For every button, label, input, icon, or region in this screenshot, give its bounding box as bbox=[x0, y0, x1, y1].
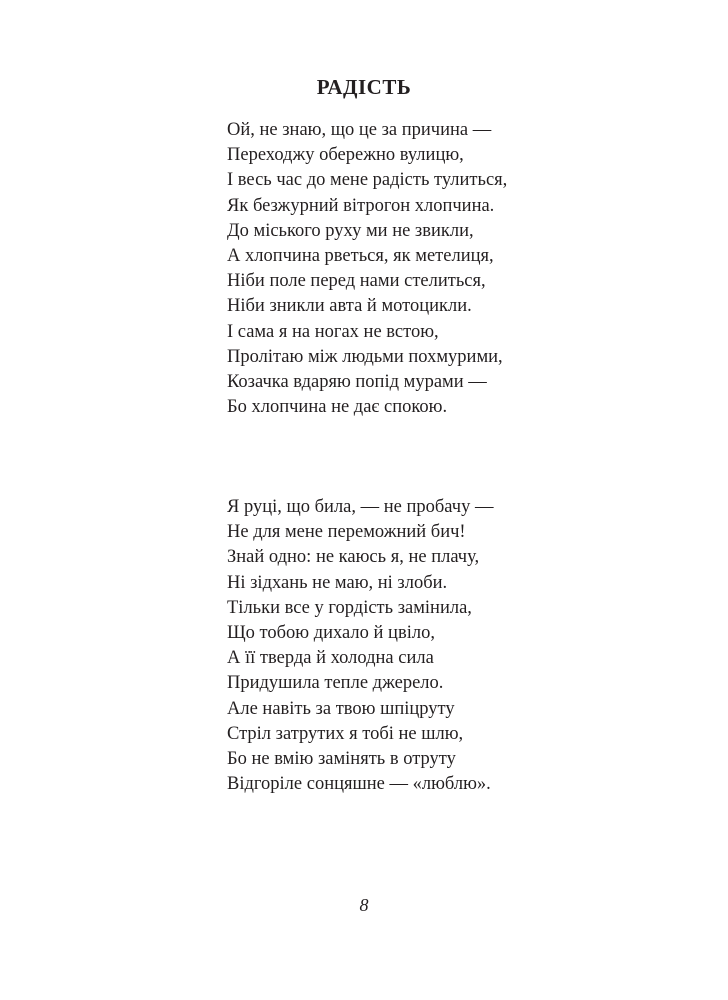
poem-line: Тільки все у гордість замінила, bbox=[227, 597, 472, 618]
poem-line: І весь час до мене радість тулиться, bbox=[227, 170, 508, 191]
stanza-2 bbox=[227, 495, 493, 797]
poem-line: Бо хлопчина не дає спокою. bbox=[227, 397, 448, 418]
poem-line: Не для мене переможний бич! bbox=[227, 522, 466, 543]
poem-line: До міського руху ми не звикли, bbox=[227, 220, 474, 241]
poem-line: А її тверда й холодна сила bbox=[227, 648, 434, 669]
poem-line: Ой, не знаю, що це за причина — bbox=[227, 120, 492, 140]
poem-line: Козачка вдаряю попід мурами — bbox=[227, 372, 487, 393]
poem-line: Знай одно: не каюсь я, не плачу, bbox=[227, 547, 480, 568]
poem-line: Стріл затрутих я тобі не шлю, bbox=[227, 723, 464, 744]
poem-line: Що тобою дихало й цвіло, bbox=[227, 623, 435, 644]
poem-line: Ніби зникли авта й мотоцикли. bbox=[227, 296, 472, 317]
poem-line: Бо не вмію замінять в отруту bbox=[227, 749, 456, 770]
stanza-1 bbox=[227, 118, 507, 420]
poem-line: А хлопчина рветься, як метелиця, bbox=[227, 246, 494, 267]
poem-line: І сама я на ногах не встою, bbox=[227, 321, 439, 342]
poem-line: Я руці, що била, — не пробачу — bbox=[227, 497, 494, 517]
poem-line: Відгоріле сонцяшне — «люблю». bbox=[227, 774, 491, 795]
poem-line: Як безжурний вітрогон хлопчина. bbox=[227, 195, 495, 216]
poem-line: Придушила тепле джерело. bbox=[227, 673, 444, 694]
poem-line: Пролітаю між людьми похмурими, bbox=[227, 346, 503, 367]
page-number: 8 bbox=[359, 895, 369, 915]
poem-line: Але навіть за твою шпіцруту bbox=[227, 698, 455, 719]
poem-title: РАДІСТЬ bbox=[316, 75, 412, 99]
poem-line: Ні зідхань не маю, ні злоби. bbox=[227, 572, 448, 593]
poem-line: Ніби поле перед нами стелиться, bbox=[227, 271, 486, 292]
poem-line: Переходжу обережно вулицю, bbox=[227, 145, 464, 166]
